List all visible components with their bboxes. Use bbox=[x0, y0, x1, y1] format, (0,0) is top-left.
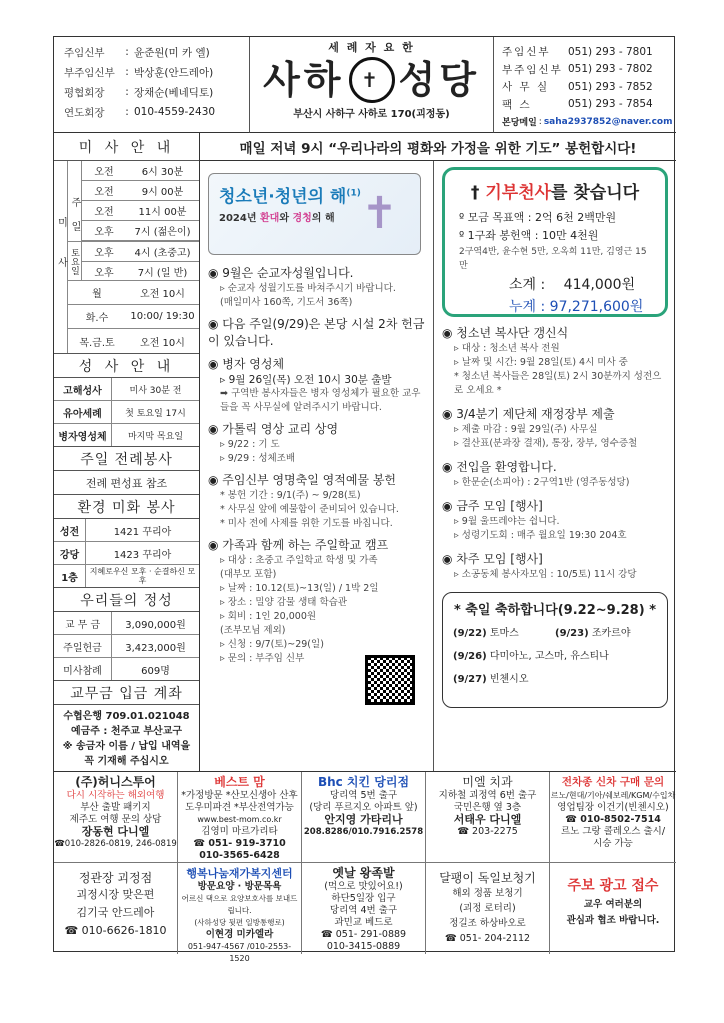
contact-row bbox=[502, 96, 676, 114]
notice-line: ▹ 성령기도회 : 매주 월요일 19:30 204호 bbox=[454, 530, 627, 541]
ad-line: 010-3565-6428 bbox=[199, 850, 280, 861]
youth-sub-part: 의 해 bbox=[311, 213, 335, 224]
clergy-row: 평협회장 : 장채순(베네딕토) bbox=[64, 86, 214, 99]
ad-line: 괴정시장 맞은편 bbox=[76, 888, 155, 901]
ad-line: 국민은행 옆 3층 bbox=[453, 802, 522, 813]
contact-label: 팩 스 bbox=[502, 98, 532, 111]
donation-title-part: 기부천사 bbox=[485, 183, 552, 203]
ad-box bbox=[426, 863, 550, 954]
notice-line: ▹ 9/29 : 성체조배 bbox=[220, 453, 296, 464]
notice-heading: ◉ 다음 주일(9/29)은 본당 시설 2차 헌금이 있습니다. bbox=[208, 317, 425, 348]
notice-item bbox=[208, 265, 425, 310]
ad-line: 영업팀장 이건기(빈첸시오) bbox=[557, 802, 669, 813]
subtotal-label: 소계 : bbox=[509, 277, 546, 293]
cross-icon: ✝ bbox=[361, 188, 398, 239]
ad-line: (먹으로 맛있어요!) bbox=[324, 881, 403, 892]
env-key: 1층 bbox=[54, 565, 86, 587]
notice-item bbox=[442, 551, 668, 582]
donation-box bbox=[442, 167, 668, 317]
env-key: 강당 bbox=[54, 542, 86, 564]
offering-row bbox=[54, 612, 199, 635]
mass-row bbox=[82, 221, 199, 241]
notice-item bbox=[208, 421, 425, 466]
ad-line: 다시 시작하는 해외여행 bbox=[66, 790, 165, 801]
ad-line: 서태우 다니엘 bbox=[453, 813, 522, 826]
ad-title: 옛날 왕족발 bbox=[332, 866, 395, 880]
sacrament-value: 마지막 목요일 bbox=[127, 431, 184, 442]
contact-row bbox=[502, 78, 676, 96]
notice-heading: ◉ 청소년 복사단 갱신식 bbox=[442, 326, 569, 340]
sacrament-row bbox=[54, 378, 199, 401]
notice-heading: ◉ 차주 모임 [행사] bbox=[442, 552, 543, 566]
feast-title: * 축일 축하합니다(9.22~9.28) * bbox=[453, 603, 656, 618]
notice-heading: ◉ 주임신부 영명축일 영적예물 봉헌 bbox=[208, 473, 397, 487]
weekday-day: 목.금.토 bbox=[79, 337, 115, 349]
clergy-info bbox=[54, 37, 250, 133]
email-row: 본당메일 : saha2937852@naver.com bbox=[502, 116, 673, 129]
sacrament-key: 유아세례 bbox=[54, 401, 112, 423]
env-row bbox=[54, 565, 199, 588]
ad-title: 정관장 괴정점 bbox=[78, 871, 153, 885]
notice-heading: ◉ 9월은 순교자성월입니다. bbox=[208, 266, 354, 280]
weekday-day: 월 bbox=[92, 289, 102, 300]
ads-section bbox=[54, 771, 676, 963]
prayer-banner bbox=[200, 133, 676, 161]
notice-line: ▹ 결산표(분과장 결재), 통장, 장부, 영수증철 bbox=[454, 438, 638, 449]
subtotal-value: 414,000원 bbox=[563, 277, 636, 293]
offering-value: 3,090,000원 bbox=[125, 619, 186, 631]
youth-title-text: 청소년·청년의 해 bbox=[219, 187, 347, 207]
saturday-label: 토요일 bbox=[69, 247, 79, 275]
ad-line: 관심과 협조 바랍니다. bbox=[566, 915, 660, 926]
sunday-label: 주일 bbox=[69, 196, 80, 245]
weekday-row bbox=[68, 329, 199, 353]
notice-line: ▹ 대상 : 초중고 주일학교 학생 및 가족 bbox=[220, 555, 378, 566]
total-label: 누계 : bbox=[509, 299, 546, 315]
notice-line: ▹ 문의 : 부주임 신부 bbox=[220, 653, 305, 664]
ad-line: 김기국 안드레아 bbox=[76, 906, 155, 919]
contact-value: 051) 293 - 7802 bbox=[568, 63, 653, 76]
ad-title: 주보 광고 접수 bbox=[567, 878, 659, 894]
notice-item bbox=[208, 356, 425, 415]
notice-item bbox=[442, 459, 668, 490]
ad-line: 장동현 다니엘 bbox=[81, 825, 150, 838]
notice-line: ▹ 신청 : 9/7(토)~29(일) bbox=[220, 639, 324, 650]
ad-line: 제주도 여행 문의 상담 bbox=[69, 814, 162, 825]
notice-heading: ◉ 3/4분기 제단체 재정장부 제출 bbox=[442, 407, 615, 421]
notice-line: ▹ 9월 울뜨레야는 쉽니다. bbox=[454, 516, 560, 527]
ad-line: 교우 여러분의 bbox=[583, 899, 643, 910]
notice-item bbox=[442, 406, 668, 451]
notice-heading: ◉ 전입을 환영합니다. bbox=[442, 460, 557, 474]
youth-sub-part: 환대 bbox=[259, 213, 280, 224]
notice-line: * 청소년 복사들은 28일(토) 2시 30분까지 성전으로 오세요 * bbox=[454, 371, 662, 396]
clergy-label: 주임신부 bbox=[64, 46, 105, 59]
offering-row bbox=[54, 635, 199, 658]
youth-sub-part: 와 bbox=[279, 213, 293, 224]
ad-line: ☎ 051- 291-0889 bbox=[320, 929, 407, 940]
env-row bbox=[54, 519, 199, 542]
ad-line: (괴정 로터리) bbox=[459, 903, 516, 914]
ad-line: 당리역 4번 출구 bbox=[329, 905, 398, 916]
notice-line: ▹ 날짜 및 시간: 9월 28일(토) 4시 미사 중 bbox=[454, 357, 628, 368]
ad-line: 과민교 베드로 bbox=[334, 917, 393, 928]
ad-line: ☎ 051- 204-2112 bbox=[444, 933, 531, 944]
church-patron: 세 례 자 요 한 bbox=[328, 41, 415, 54]
feast-entry bbox=[453, 647, 657, 662]
notices-column bbox=[200, 161, 434, 771]
contact-row bbox=[502, 61, 676, 79]
clergy-row: 연도회장 : 010-4559-2430 bbox=[64, 106, 216, 119]
donation-title-part: 를 찾습니다 bbox=[551, 183, 640, 203]
notice-line: ▹ 날짜 : 10.12(토)~13(일) / 1박 2일 bbox=[220, 583, 379, 594]
clergy-label: 연도회장 bbox=[64, 106, 105, 119]
offering-key: 교 무 금 bbox=[54, 612, 112, 634]
sacrament-key: 고해성사 bbox=[54, 378, 112, 400]
notice-line: ➡ 구역반 봉사자들은 병자 영성체가 필요한 교우들을 꼭 사무실에 알려주시기 바랍니다. bbox=[220, 388, 421, 413]
church-title bbox=[250, 37, 494, 133]
notice-line: * 미사 전에 사제를 위한 기도를 바칩니다. bbox=[220, 518, 393, 529]
donation-title-part: † bbox=[470, 183, 486, 203]
offering-value: 609명 bbox=[141, 665, 170, 677]
total-value: 97,271,600원 bbox=[549, 299, 644, 315]
ad-box bbox=[178, 863, 302, 963]
notice-line: ▹ 소공동체 봉사자모임 : 10/5토) 11시 강당 bbox=[454, 569, 637, 580]
feast-date: (9/27) bbox=[453, 674, 487, 685]
ad-title: Bhc 치킨 당리점 bbox=[317, 775, 410, 789]
env-key: 성전 bbox=[54, 519, 86, 541]
ad-line: 010-3415-0889 bbox=[326, 941, 401, 952]
contact-row bbox=[502, 43, 676, 61]
church-name-right: 성당 bbox=[398, 58, 480, 102]
sacrament-key: 병자영성체 bbox=[54, 424, 112, 446]
schedule-column bbox=[54, 133, 200, 771]
email-link[interactable]: saha2937852@naver.com bbox=[543, 116, 673, 127]
sacrament-row bbox=[54, 424, 199, 447]
notice-item bbox=[208, 472, 425, 531]
ad-line: ☎ 051- 919-3710 bbox=[193, 838, 286, 849]
ad-title: 전차종 신차 구매 문의 bbox=[561, 776, 665, 788]
notice-line: * 사무실 앞에 예물함이 준비되어 있습니다. bbox=[220, 504, 399, 515]
offering-value: 3,423,000원 bbox=[125, 642, 186, 654]
notice-line: ▹ 제출 마감 : 9월 29일(주) 사무실 bbox=[454, 424, 598, 435]
ad-line: 안지영 가타리나 bbox=[324, 813, 403, 826]
ad-line: 어르신 댁으로 요양보호사를 보내드립니다. bbox=[181, 894, 298, 915]
email-label: 본당메일 bbox=[502, 118, 537, 129]
sacrament-row bbox=[54, 401, 199, 424]
notice-line: ▹ 장소 : 밀양 감물 생태 학습관 bbox=[220, 597, 348, 608]
account-title: 교무금 입금 계좌 bbox=[54, 681, 199, 705]
ad-line: (사하성당 뒷편 일방통행로) bbox=[194, 918, 285, 927]
ad-title: 베스트 맘 bbox=[214, 775, 265, 789]
ad-box bbox=[550, 863, 676, 954]
donation-column bbox=[434, 161, 676, 771]
clergy-value: 010-4559-2430 bbox=[134, 106, 216, 118]
offering-key: 미사참례 bbox=[54, 658, 112, 680]
liturgy-value bbox=[54, 471, 199, 495]
notice-line: ▹ 대상 : 청소년 복사 전원 bbox=[454, 343, 560, 354]
clergy-value: 장채순(베네딕토) bbox=[134, 86, 214, 99]
ad-line: 해외 정품 보청기 bbox=[452, 888, 523, 899]
ad-title: 달팽이 독일보청기 bbox=[439, 871, 536, 885]
ad-line: 방문요양 · 방문목욕 bbox=[197, 881, 282, 892]
notice-heading: ◉ 가족과 함께 하는 주일학교 캠프 bbox=[208, 538, 389, 552]
feast-name: 조카르야 bbox=[591, 628, 631, 639]
donation-unit: º 1구좌 봉헌액 : 10만 4천원 bbox=[459, 229, 599, 242]
ad-box bbox=[54, 772, 178, 863]
ad-line: ☎010-2826-0819, 246-0819 bbox=[54, 839, 177, 849]
notice-line: (조부모님 제외) bbox=[220, 625, 286, 636]
ad-line: 051-947-4567 /010-2553-1520 bbox=[187, 942, 292, 963]
donation-goal: º 모금 목표액 : 2억 6천 2백만원 bbox=[459, 211, 617, 224]
ad-box bbox=[550, 772, 676, 863]
church-address: 부산시 사하구 사하로 170(괴정동) bbox=[293, 109, 450, 120]
mass-time: 7시 (일 반) bbox=[137, 268, 188, 279]
feast-entry bbox=[555, 624, 657, 639]
account-note: ※ 송금자 이름 / 납입 내역을 bbox=[62, 741, 191, 752]
weekday-row bbox=[68, 305, 199, 329]
mass-ampm: 오후 bbox=[94, 248, 114, 259]
contact-value: 051) 293 - 7852 bbox=[568, 80, 653, 93]
donation-total bbox=[459, 297, 651, 317]
clergy-row: 부주임신부 : 박상훈(안드레아) bbox=[64, 66, 214, 79]
feast-date: (9/22) bbox=[453, 628, 487, 639]
mass-ampm: 오후 bbox=[94, 268, 114, 279]
ad-title: 미엘 치과 bbox=[462, 775, 513, 789]
clergy-row: 주임신부 : 윤준원(미 카 엘) bbox=[64, 46, 210, 59]
clergy-value: 윤준원(미 카 엘) bbox=[134, 46, 210, 59]
notice-line: * 봉헌 기간 : 9/1(주) ~ 9/28(토) bbox=[220, 490, 361, 501]
mass-side-text: 미사 bbox=[55, 217, 67, 297]
donation-title bbox=[459, 178, 651, 203]
contact-value: 051) 293 - 7801 bbox=[568, 45, 653, 58]
ad-box bbox=[302, 772, 426, 863]
banner-text: 매일 저녁 9시 “우리나라의 평화와 가정을 위한 기도” 봉헌합시다! bbox=[239, 140, 637, 157]
ad-title: 행복나눔재가복지센터 bbox=[186, 867, 293, 880]
liturgy-title: 주일 전례봉사 bbox=[54, 447, 199, 471]
notice-line: ▹ 순교자 성월기도를 바쳐주시기 바랍니다. bbox=[220, 283, 396, 294]
ad-line: 르노/현대/기아/쉐보레/KGM/수입차 bbox=[550, 791, 676, 800]
church-name-left: 사하 bbox=[263, 58, 345, 102]
contact-value: 051) 293 - 7854 bbox=[568, 98, 653, 111]
youth-sub-part: 경청 bbox=[292, 213, 312, 224]
notice-heading: ◉ 가톨릭 영상 교리 상영 bbox=[208, 422, 339, 436]
mass-title: 미 사 안 내 bbox=[54, 133, 199, 161]
ad-line: 르노 그랑 콜레오스 출시/ bbox=[560, 826, 666, 837]
feast-name: 토마스 bbox=[489, 628, 519, 639]
env-row bbox=[54, 542, 199, 565]
notice-line: ▹ 한문순(소피아) : 2구역1반 (영주동성당) bbox=[454, 477, 630, 488]
mass-time: 4시 (초중고) bbox=[134, 248, 191, 259]
account-info bbox=[54, 705, 199, 769]
mass-row bbox=[82, 242, 199, 262]
contact-label: 사 무 실 bbox=[502, 81, 550, 94]
notice-line: (매일미사 160쪽, 기도서 36쪽) bbox=[220, 297, 353, 308]
offering-key: 주일헌금 bbox=[54, 635, 112, 657]
account-number: 수협은행 709.01.021048 bbox=[63, 711, 190, 722]
ad-line: 시승 가능 bbox=[593, 838, 633, 849]
ad-line: 부산 출발 패키지 bbox=[80, 802, 151, 813]
ad-box bbox=[54, 863, 178, 954]
feast-box bbox=[442, 592, 668, 708]
mass-time: 7시 (젊은이) bbox=[134, 227, 191, 238]
env-value: 지혜로우신 모후 · 순결하신 모후 bbox=[89, 567, 196, 585]
notice-line: ▹ 회비 : 1인 20,000원 bbox=[220, 611, 317, 622]
ad-line: 하단5일장 입구 bbox=[331, 893, 396, 904]
mass-time: 6시 30분 bbox=[141, 167, 184, 178]
ad-box bbox=[426, 772, 550, 863]
mass-ampm: 오전 bbox=[94, 207, 114, 218]
liturgy-text: 전례 편성표 참조 bbox=[85, 476, 168, 490]
feast-name: 빈첸시오 bbox=[489, 674, 529, 685]
ad-line: 당리역 5번 출구 bbox=[329, 790, 398, 801]
env-title: 환경 미화 봉사 bbox=[54, 495, 199, 519]
mass-row bbox=[82, 201, 199, 221]
ad-line: ☎ 010-6626-1810 bbox=[64, 924, 167, 937]
feast-date: (9/23) bbox=[555, 628, 589, 639]
contact-label: 주임신부 bbox=[502, 46, 551, 59]
feast-entry bbox=[453, 624, 555, 639]
church-name bbox=[250, 55, 493, 105]
ad-line: 이현경 미카엘라 bbox=[205, 929, 274, 940]
youth-sub-part: 2024년 bbox=[219, 213, 260, 224]
notice-heading: ◉ 금주 모임 [행사] bbox=[442, 499, 543, 513]
sacrament-value: 첫 토요일 17시 bbox=[125, 408, 186, 419]
feast-date: (9/26) bbox=[453, 651, 487, 662]
mass-side-label bbox=[54, 161, 68, 353]
ad-line: ☎ 010-8502-7514 bbox=[565, 814, 661, 825]
ad-line: *가정방문 *산모신생아 산후 bbox=[181, 790, 298, 801]
env-value: 1423 꾸리아 bbox=[113, 549, 172, 561]
notice-item bbox=[442, 498, 668, 543]
notice-line: ▹ 9월 26일(목) 오전 10시 30분 출발 bbox=[220, 374, 392, 386]
mass-ampm: 오전 bbox=[94, 167, 114, 178]
notice-line: ▹ 9/22 : 기 도 bbox=[220, 439, 280, 450]
feast-entry bbox=[453, 670, 657, 685]
notice-heading: ◉ 병자 영성체 bbox=[208, 357, 285, 371]
ad-box bbox=[302, 863, 426, 954]
notice-item bbox=[442, 325, 668, 398]
mass-row bbox=[82, 262, 199, 281]
weekday-time: 오전 10시 bbox=[140, 337, 185, 349]
church-logo-icon: ✝ bbox=[349, 57, 395, 103]
qr-code-icon[interactable] bbox=[365, 655, 415, 705]
youth-year-banner bbox=[208, 173, 421, 255]
offering-row bbox=[54, 658, 199, 681]
env-value: 1421 꾸리아 bbox=[113, 526, 172, 538]
ad-line: 김영미 마르가리타 bbox=[201, 826, 278, 837]
ad-line: www.best-mom.co.kr bbox=[197, 815, 282, 824]
mass-ampm: 오후 bbox=[94, 227, 114, 238]
contact-label: 부주임신부 bbox=[502, 63, 563, 76]
weekday-day: 화.수 bbox=[85, 313, 109, 324]
ad-line: 도우미파견 *부산전역가능 bbox=[185, 802, 294, 813]
ad-line: (당리 푸르지오 아파트 앞) bbox=[309, 802, 418, 813]
weekday-row bbox=[68, 281, 199, 305]
account-holder: 예금주 : 천주교 부산교구 bbox=[70, 726, 183, 737]
ad-line: 정길조 하상바오로 bbox=[449, 918, 526, 929]
ad-line: ☎ 203-2275 bbox=[457, 826, 518, 837]
mass-row bbox=[82, 181, 199, 201]
account-note: 꼭 기재해 주십시오 bbox=[84, 756, 169, 767]
clergy-label: 평협회장 bbox=[64, 86, 105, 99]
mass-row bbox=[82, 161, 199, 181]
donor-names: 2구역4반, 윤수현 5만, 오옥희 11만, 김영근 15만 bbox=[459, 247, 647, 271]
feast-name: 다미아노, 고스마, 유스티나 bbox=[489, 651, 609, 662]
weekday-time: 오전 10시 bbox=[140, 289, 185, 300]
sacrament-title: 성 사 안 내 bbox=[54, 354, 199, 378]
mass-table bbox=[54, 161, 199, 354]
sacrament-value: 미사 30분 전 bbox=[129, 385, 182, 396]
mass-time: 9시 00분 bbox=[141, 187, 184, 198]
ad-line: 지하철 괴정역 6번 출구 bbox=[438, 790, 537, 801]
clergy-value: 박상훈(안드레아) bbox=[134, 66, 214, 79]
feast-grid bbox=[453, 624, 657, 685]
mass-ampm: 오전 bbox=[94, 187, 114, 198]
ad-line: 208.8286/010.7916.2578 bbox=[303, 827, 424, 837]
weekday-time: 10:00/ 19:30 bbox=[130, 311, 195, 322]
mass-time: 11시 00분 bbox=[138, 207, 187, 218]
contact-info bbox=[494, 37, 676, 133]
donation-subtotal bbox=[459, 275, 651, 295]
offering-title: 우리들의 정성 bbox=[54, 588, 199, 612]
youth-title-sup: (1) bbox=[346, 188, 361, 199]
bulletin-page bbox=[53, 36, 676, 963]
notice-item bbox=[208, 316, 425, 350]
notice-line: (대부모 포함) bbox=[220, 569, 277, 580]
ad-title: (주)허니스투어 bbox=[75, 775, 156, 789]
clergy-label: 부주임신부 bbox=[64, 66, 115, 79]
ad-box bbox=[178, 772, 302, 863]
notice-item bbox=[208, 537, 425, 666]
